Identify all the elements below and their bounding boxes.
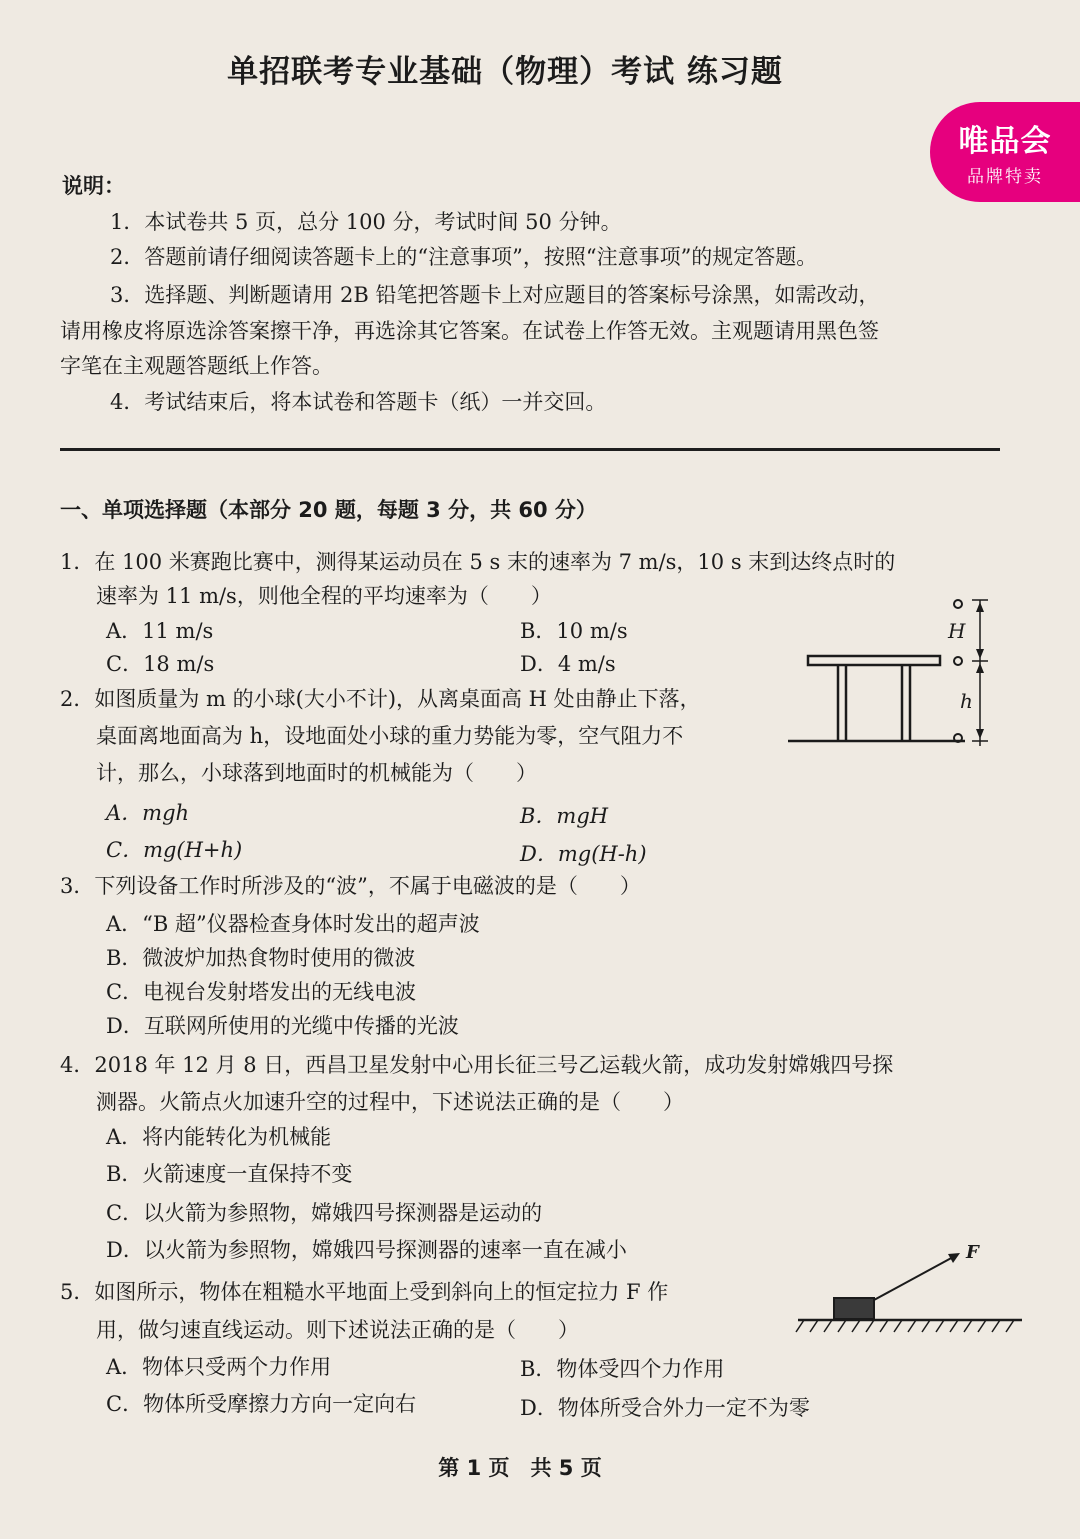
table-top [808, 656, 940, 665]
instruction-item: 4．考试结束后，将本试卷和答题卡（纸）一并交回。 [110, 390, 607, 414]
divider-line [60, 448, 1000, 451]
question-4-option-d: D．以火箭为参照物，嫦娥四号探测器的速率一直在减小 [106, 1238, 627, 1262]
question-3-option-a: A．“B 超”仪器检查身体时发出的超声波 [106, 912, 480, 936]
instruction-item: 3．选择题、判断题请用 2B 铅笔把答题卡上对应题目的答案标号涂黑，如需改动， [110, 283, 880, 307]
label-F: F [966, 1242, 979, 1263]
label-h: h [960, 689, 973, 713]
section-heading: 一、单项选择题（本部分 20 题，每题 3 分，共 60 分） [60, 498, 597, 522]
question-3-option-d: D．互联网所使用的光缆中传播的光波 [106, 1014, 459, 1038]
question-2-stem: 计，那么，小球落到地面时的机械能为（ ） [96, 761, 537, 785]
force-arrow [874, 1256, 955, 1300]
instruction-item: 2．答题前请仔细阅读答题卡上的“注意事项”，按照“注意事项”的规定答题。 [110, 245, 818, 269]
brand-badge[interactable] [930, 102, 1080, 202]
question-1-stem: 1．在 100 米赛跑比赛中，测得某运动员在 5 s 末的速率为 7 m/s，10 s 末到达终点时的 [60, 550, 896, 574]
question-5-option-c: C．物体所受摩擦力方向一定向右 [106, 1392, 417, 1416]
question-2-stem: 桌面离地面高为 h，设地面处小球的重力势能为零，空气阻力不 [96, 724, 684, 748]
ground-hatching [796, 1320, 1014, 1332]
question-4-stem: 4．2018 年 12 月 8 日，西昌卫星发射中心用长征三号乙运载火箭，成功发射嫦娥四号探 [60, 1053, 894, 1077]
page-footer: 第 1 页 共 5 页 [438, 1456, 602, 1480]
question-3-stem: 3．下列设备工作时所涉及的“波”，不属于电磁波的是（ ） [60, 874, 641, 898]
question-2-stem: 2．如图质量为 m 的小球(大小不计)，从离桌面高 H 处由静止下落， [60, 687, 701, 711]
instructions-heading: 说明： [62, 174, 125, 198]
question-1-stem: 速率为 11 m/s，则他全程的平均速率为（ ） [96, 584, 552, 608]
question-3-option-c: C．电视台发射塔发出的无线电波 [106, 980, 417, 1004]
instruction-item: 字笔在主观题答题纸上作答。 [60, 354, 333, 378]
question-5-figure [790, 1240, 1030, 1340]
page-title: 单招联考专业基础（物理）考试 练习题 [227, 54, 783, 90]
ball-table-level [954, 657, 962, 665]
question-5-stem: 5．如图所示，物体在粗糙水平地面上受到斜向上的恒定拉力 F 作 [60, 1280, 669, 1304]
brand-badge-name: 唯品会 [958, 124, 1052, 159]
question-2-option-c: C．mg(H+h) [106, 838, 243, 862]
instruction-item: 1．本试卷共 5 页，总分 100 分，考试时间 50 分钟。 [110, 210, 622, 234]
label-H: H [948, 619, 966, 643]
question-5-option-a: A．物体只受两个力作用 [106, 1355, 332, 1379]
question-1-option-c: C．18 m/s [106, 652, 215, 676]
question-1-option-a: A．11 m/s [106, 619, 214, 643]
question-3-option-b: B．微波炉加热食物时使用的微波 [106, 946, 416, 970]
question-1-option-d: D．4 m/s [520, 652, 616, 676]
ball-start [954, 600, 962, 608]
brand-badge-slogan: 品牌特卖 [967, 167, 1043, 187]
block [834, 1298, 874, 1319]
question-5-option-b: B．物体受四个力作用 [520, 1357, 725, 1381]
question-4-option-b: B．火箭速度一直保持不变 [106, 1162, 353, 1186]
question-2-option-a: A．mgh [106, 801, 190, 825]
question-4-option-c: C．以火箭为参照物，嫦娥四号探测器是运动的 [106, 1201, 543, 1225]
question-2-option-b: B．mgH [520, 804, 609, 828]
question-1-option-b: B．10 m/s [520, 619, 628, 643]
question-2-figure [780, 590, 1000, 750]
instruction-item: 请用橡皮将原选涂答案擦干净，再选涂其它答案。在试卷上作答无效。主观题请用黑色签 [60, 319, 879, 343]
question-5-option-d: D．物体所受合外力一定不为零 [520, 1396, 810, 1420]
question-2-option-d: D．mg(H-h) [520, 842, 647, 866]
question-5-stem: 用，做匀速直线运动。则下述说法正确的是（ ） [96, 1318, 579, 1342]
question-4-option-a: A．将内能转化为机械能 [106, 1125, 332, 1149]
question-4-stem: 测器。火箭点火加速升空的过程中，下述说法正确的是（ ） [96, 1090, 684, 1114]
